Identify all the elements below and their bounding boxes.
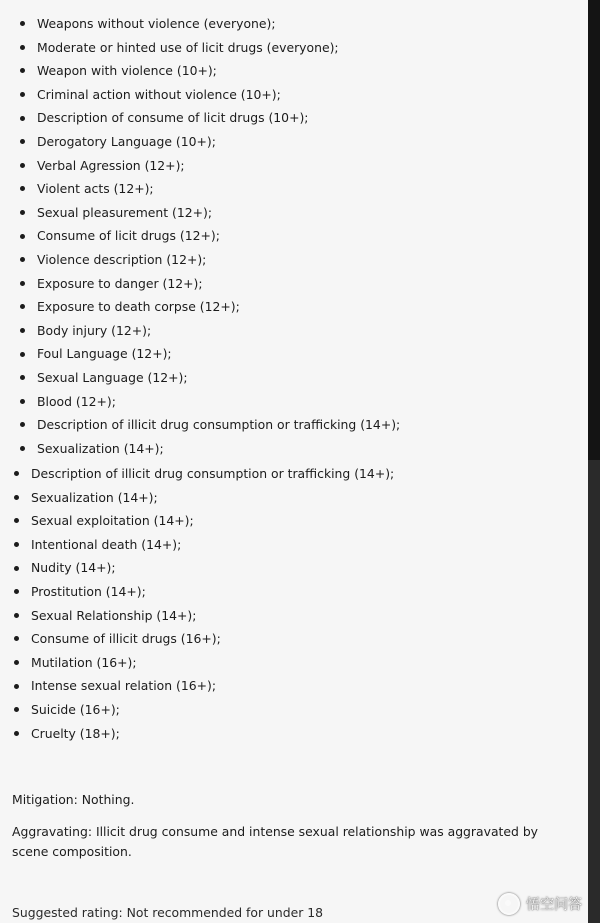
bullet-icon [20, 45, 25, 50]
list-item-label: Mutilation (16+); [31, 654, 137, 670]
list-item-label: Suicide (16+); [31, 701, 120, 717]
list-item-label: Exposure to danger (12+); [37, 275, 203, 291]
list-item [14, 604, 394, 628]
bullet-icon [14, 471, 19, 476]
bullet-icon [14, 613, 19, 618]
list-item [20, 154, 400, 178]
bullet-icon [14, 660, 19, 665]
bullet-icon [20, 234, 25, 239]
list-item-label: Sexual Relationship (14+); [31, 607, 197, 623]
bullet-icon [20, 210, 25, 215]
list-item-label: Violent acts (12+); [37, 181, 154, 197]
list-item [20, 224, 400, 248]
list-item-label: Sexual exploitation (14+); [31, 513, 194, 529]
list-item [14, 556, 394, 580]
list-item [14, 722, 394, 746]
list-item [20, 201, 400, 225]
list-item-label: Verbal Agression (12+); [37, 157, 185, 173]
list-item [20, 295, 400, 319]
list-item [20, 342, 400, 366]
list-item-label: Description of illicit drug consumption or trafficking (14+); [31, 466, 395, 481]
list-item [20, 272, 400, 296]
list-item-label: Intentional death (14+); [31, 536, 182, 552]
bullet-icon [14, 542, 19, 547]
bullet-icon [14, 731, 19, 736]
content-descriptor-list-top [20, 12, 400, 460]
list-item-label: Weapons without violence (everyone); [37, 16, 276, 31]
list-item [14, 627, 394, 651]
list-item [20, 437, 400, 460]
bullet-icon [20, 186, 25, 191]
list-item-label: Weapon with violence (10+); [37, 63, 217, 79]
list-item [20, 248, 400, 272]
bullet-icon [14, 684, 19, 689]
content-descriptor-list-bottom [14, 462, 394, 745]
list-item-label: Blood (12+); [37, 393, 116, 409]
list-item-label: Cruelty (18+); [31, 725, 120, 741]
list-item-label: Exposure to death corpse (12+); [37, 299, 240, 315]
list-item-label: Moderate or hinted use of licit drugs (everyone); [37, 39, 339, 55]
bullet-icon [20, 139, 25, 144]
bullet-icon [20, 446, 25, 451]
panel-edge-top [588, 0, 600, 460]
list-item-label: Derogatory Language (10+); [37, 133, 216, 149]
bullet-icon [14, 589, 19, 594]
bullet-icon [14, 495, 19, 500]
list-item [20, 36, 400, 60]
bullet-icon [20, 422, 25, 427]
list-item-label: Body injury (12+); [37, 322, 152, 338]
list-item-label: Criminal action without violence (10+); [37, 86, 281, 102]
list-item-label: Consume of illicit drugs (16+); [31, 631, 221, 647]
bullet-icon [20, 92, 25, 97]
list-item [14, 533, 394, 557]
list-item [20, 366, 400, 390]
panel-edge-bottom [588, 460, 600, 923]
list-item [20, 130, 400, 154]
bottom-screenshot-panel [0, 460, 588, 923]
list-item [20, 83, 400, 107]
watermark-logo-icon [498, 893, 520, 915]
list-item-label: Sexualization (14+); [37, 440, 164, 456]
bullet-icon [20, 375, 25, 380]
bullet-icon [14, 566, 19, 571]
list-item [14, 462, 394, 486]
bullet-icon [20, 116, 25, 121]
suggested-rating-text: Suggested rating: Not recommended for under 18 [12, 905, 323, 920]
list-item-label: Nudity (14+); [31, 560, 116, 576]
top-screenshot-panel [0, 0, 588, 460]
bullet-icon [20, 304, 25, 309]
list-item [20, 59, 400, 83]
bullet-icon [20, 399, 25, 404]
list-item [20, 390, 400, 414]
list-item-label: Foul Language (12+); [37, 346, 172, 362]
list-item-label: Intense sexual relation (16+); [31, 678, 217, 694]
bullet-icon [20, 281, 25, 286]
watermark [498, 893, 582, 915]
list-item [14, 674, 394, 698]
mitigation-text: Mitigation: Nothing. [12, 792, 135, 807]
list-item-label: Description of consume of licit drugs (10+); [37, 110, 309, 126]
list-item [14, 651, 394, 675]
list-item-label: Description of illicit drug consumption or trafficking (14+); [37, 417, 401, 433]
list-item [20, 177, 400, 201]
bullet-icon [20, 352, 25, 357]
list-item-label: Sexual Language (12+); [37, 369, 188, 385]
bullet-icon [14, 636, 19, 641]
bullet-icon [14, 707, 19, 712]
list-item-label: Sexualization (14+); [31, 489, 158, 505]
list-item [20, 106, 400, 130]
list-item [14, 486, 394, 510]
list-item [14, 698, 394, 722]
list-item [20, 12, 400, 36]
bullet-icon [20, 163, 25, 168]
bullet-icon [20, 21, 25, 26]
list-item-label: Consume of licit drugs (12+); [37, 228, 220, 244]
list-item-label: Violence description (12+); [37, 251, 207, 267]
bullet-icon [20, 257, 25, 262]
bullet-icon [20, 328, 25, 333]
bullet-icon [14, 518, 19, 523]
bullet-icon [20, 68, 25, 73]
aggravating-text: Aggravating: Illicit drug consume and intense sexual relationship was aggravated by scene composition. [12, 824, 539, 859]
watermark-text: 悟空问答 [526, 897, 582, 913]
list-item-label: Sexual pleasurement (12+); [37, 204, 213, 220]
list-item [20, 413, 400, 437]
list-item [14, 580, 394, 604]
list-item [20, 319, 400, 343]
list-item [14, 509, 394, 533]
list-item-label: Prostitution (14+); [31, 583, 146, 599]
